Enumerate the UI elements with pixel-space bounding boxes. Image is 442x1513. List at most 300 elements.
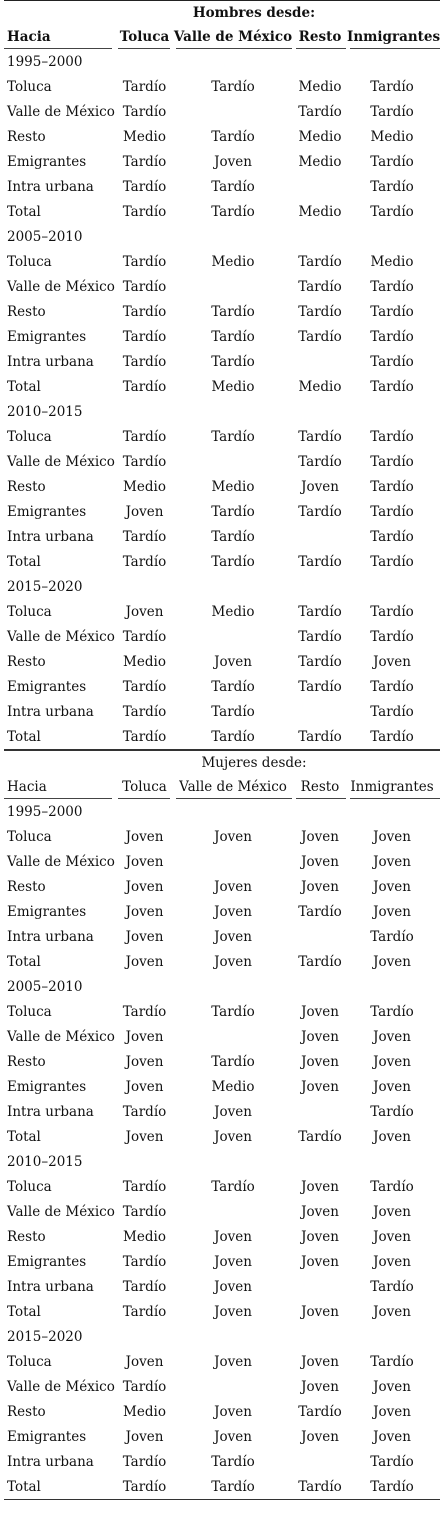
- table-row: [4, 1174, 440, 1199]
- table-cell: Tardío: [298, 303, 342, 320]
- table-row: [4, 999, 440, 1024]
- row-label: Emigrantes: [7, 903, 87, 920]
- row-label: Emigrantes: [7, 678, 87, 695]
- table-cell: Joven: [301, 1428, 339, 1445]
- table-cell: Joven: [301, 878, 339, 895]
- table-cell: Joven: [214, 928, 252, 945]
- table-cell: Tardío: [122, 178, 167, 195]
- table-cell: Tardío: [298, 953, 342, 970]
- table-cell: Tardío: [370, 353, 414, 370]
- table-cell: Tardío: [122, 303, 167, 320]
- row-label: Total: [7, 953, 41, 970]
- row-label: Intra urbana: [7, 528, 94, 545]
- period-label: 2010–2015: [7, 403, 83, 420]
- table-cell: Joven: [373, 653, 411, 670]
- table-row: [4, 1299, 440, 1324]
- table-cell: Tardío: [211, 203, 255, 220]
- table-cell: Tardío: [298, 328, 342, 345]
- table-cell: Tardío: [211, 703, 255, 720]
- table-cell: Joven: [125, 953, 164, 970]
- table-cell: Tardío: [211, 1053, 255, 1070]
- row-label: Valle de México: [7, 1028, 115, 1045]
- table-cell: Tardío: [298, 728, 342, 745]
- table-cell: Joven: [214, 1278, 252, 1295]
- table-cell: Tardío: [211, 1478, 255, 1495]
- table-cell: Tardío: [122, 678, 167, 695]
- row-label: Resto: [7, 478, 46, 495]
- table-cell: Joven: [301, 828, 339, 845]
- table-cell: Tardío: [122, 1103, 167, 1120]
- table-cell: Tardío: [211, 553, 255, 570]
- column-header-3: Resto: [298, 29, 342, 45]
- table-cell: Joven: [373, 1228, 411, 1245]
- period-label: 2010–2015: [7, 1153, 83, 1170]
- table-cell: Joven: [214, 828, 252, 845]
- table-row: [4, 1099, 440, 1124]
- row-label: Emigrantes: [7, 1078, 87, 1095]
- table-cell: Joven: [125, 903, 164, 920]
- row-label: Total: [7, 203, 41, 220]
- period-label: 1995–2000: [7, 803, 83, 820]
- table-cell: Tardío: [122, 328, 167, 345]
- table-cell: Medio: [211, 603, 255, 620]
- table-cell: Joven: [214, 153, 252, 170]
- table-row: [4, 524, 440, 549]
- table-cell: Tardío: [370, 1453, 414, 1470]
- row-label: Resto: [7, 1053, 46, 1070]
- table-cell: Tardío: [298, 603, 342, 620]
- table-cell: Joven: [214, 1353, 252, 1370]
- column-header-4: Inmigrantes: [350, 779, 434, 795]
- table-cell: Tardío: [211, 528, 255, 545]
- table-cell: Tardío: [122, 1253, 167, 1270]
- table-cell: Tardío: [370, 378, 414, 395]
- table-cell: Tardío: [370, 503, 414, 520]
- table-cell: Tardío: [211, 503, 255, 520]
- table-cell: Tardío: [122, 553, 167, 570]
- table-row: [4, 1424, 440, 1449]
- table-cell: Joven: [301, 853, 339, 870]
- table-row: [4, 1074, 440, 1099]
- table-cell: Medio: [298, 378, 342, 395]
- row-label: Valle de México: [7, 853, 115, 870]
- table-cell: Joven: [373, 903, 411, 920]
- table-cell: Medio: [123, 1403, 166, 1420]
- table-cell: Tardío: [298, 453, 342, 470]
- table-row: [4, 549, 440, 574]
- column-header-0: Hacia: [7, 29, 51, 45]
- table-cell: Joven: [373, 1053, 411, 1070]
- table-row: [4, 499, 440, 524]
- row-label: Valle de México: [7, 1203, 115, 1220]
- row-label: Valle de México: [7, 628, 115, 645]
- table-cell: Tardío: [370, 553, 414, 570]
- table-cell: Joven: [301, 1303, 339, 1320]
- table-row: [4, 824, 440, 849]
- table-cell: Tardío: [370, 1103, 414, 1120]
- table-row: [4, 199, 440, 224]
- table-cell: Joven: [373, 1378, 411, 1395]
- table-row: [4, 949, 440, 974]
- table-row: [4, 649, 440, 674]
- row-label: Resto: [7, 128, 46, 145]
- migration-table: [4, 0, 440, 1500]
- row-label: Resto: [7, 653, 46, 670]
- table-cell: Medio: [370, 253, 414, 270]
- table-cell: Joven: [301, 1253, 339, 1270]
- table-row: [4, 274, 440, 299]
- table-cell: Medio: [298, 203, 342, 220]
- table-cell: Tardío: [122, 1303, 167, 1320]
- table-cell: Tardío: [298, 678, 342, 695]
- table-row: [4, 1374, 440, 1399]
- table-cell: Joven: [214, 1428, 252, 1445]
- table-cell: Tardío: [122, 1178, 167, 1195]
- section-title: Mujeres desde:: [201, 755, 307, 771]
- column-header-underline-2: [176, 48, 292, 49]
- table-cell: Tardío: [370, 478, 414, 495]
- table-cell: Tardío: [370, 1003, 414, 1020]
- table-cell: Joven: [373, 1203, 411, 1220]
- table-cell: Tardío: [122, 353, 167, 370]
- table-row: [4, 1024, 440, 1049]
- column-header-3: Resto: [300, 779, 340, 795]
- row-label: Emigrantes: [7, 503, 87, 520]
- table-cell: Tardío: [122, 703, 167, 720]
- table-cell: Tardío: [122, 203, 167, 220]
- table-cell: Tardío: [370, 1353, 414, 1370]
- table-cell: Joven: [125, 1353, 164, 1370]
- table-row: [4, 1349, 440, 1374]
- table-cell: Joven: [125, 1078, 164, 1095]
- table-cell: Joven: [214, 878, 252, 895]
- table-cell: Tardío: [298, 278, 342, 295]
- table-row: [4, 299, 440, 324]
- column-header-underline-4: [350, 798, 440, 799]
- table-cell: Joven: [301, 1053, 339, 1070]
- table-row: [4, 1199, 440, 1224]
- table-cell: Medio: [211, 1078, 255, 1095]
- row-label: Intra urbana: [7, 1278, 94, 1295]
- table-row: [4, 699, 440, 724]
- table-cell: Joven: [214, 903, 252, 920]
- table-cell: Tardío: [370, 328, 414, 345]
- column-header-underline-2: [176, 798, 292, 799]
- table-cell: Medio: [123, 128, 166, 145]
- table-cell: Tardío: [122, 428, 167, 445]
- table-cell: Medio: [123, 1228, 166, 1245]
- table-cell: Medio: [298, 153, 342, 170]
- table-row: [4, 624, 440, 649]
- column-header-row: [4, 775, 440, 799]
- table-cell: Joven: [125, 1053, 164, 1070]
- table-cell: Medio: [123, 653, 166, 670]
- column-header-underline-0: [4, 798, 112, 799]
- table-cell: Joven: [373, 1303, 411, 1320]
- row-label: Valle de México: [7, 103, 115, 120]
- row-label: Total: [7, 728, 41, 745]
- table-row: [4, 149, 440, 174]
- table-row: [4, 924, 440, 949]
- table-row: [4, 1449, 440, 1474]
- table-cell: Joven: [214, 1403, 252, 1420]
- table-cell: Tardío: [211, 328, 255, 345]
- column-header-2: Valle de México: [179, 779, 287, 795]
- table-cell: Joven: [301, 478, 339, 495]
- row-label: Emigrantes: [7, 153, 87, 170]
- table-cell: Tardío: [298, 1478, 342, 1495]
- table-cell: Tardío: [370, 703, 414, 720]
- table-row: [4, 374, 440, 399]
- table-cell: Joven: [373, 828, 411, 845]
- table-cell: Tardío: [370, 103, 414, 120]
- table-cell: Joven: [125, 928, 164, 945]
- table-cell: Medio: [211, 378, 255, 395]
- table-cell: Tardío: [298, 428, 342, 445]
- row-label: Emigrantes: [7, 1428, 87, 1445]
- row-label: Intra urbana: [7, 353, 94, 370]
- table-cell: Tardío: [370, 728, 414, 745]
- table-cell: Medio: [298, 128, 342, 145]
- table-row: [4, 124, 440, 149]
- table-row: [4, 1474, 440, 1499]
- table-cell: Joven: [214, 653, 252, 670]
- table-cell: Joven: [301, 1003, 339, 1020]
- table-row: [4, 324, 440, 349]
- row-label: Total: [7, 378, 41, 395]
- table-cell: Tardío: [298, 103, 342, 120]
- table-cell: Tardío: [370, 1178, 414, 1195]
- section-bottom-rule: [4, 1499, 440, 1500]
- table-cell: Joven: [301, 1178, 339, 1195]
- table-cell: Tardío: [122, 528, 167, 545]
- table-cell: Tardío: [122, 1453, 167, 1470]
- section-title: Hombres desde:: [192, 5, 316, 21]
- table-cell: Joven: [214, 1303, 252, 1320]
- table-cell: Tardío: [370, 628, 414, 645]
- table-cell: Tardío: [122, 253, 167, 270]
- table-cell: Tardío: [370, 528, 414, 545]
- table-cell: Tardío: [370, 453, 414, 470]
- table-row: [4, 849, 440, 874]
- table-cell: Tardío: [122, 728, 167, 745]
- column-header-0: Hacia: [7, 779, 47, 795]
- table-cell: Joven: [214, 1103, 252, 1120]
- table-cell: Tardío: [122, 103, 167, 120]
- table-cell: Tardío: [298, 653, 342, 670]
- period-label: 2005–2010: [7, 978, 83, 995]
- table-cell: Tardío: [298, 553, 342, 570]
- table-cell: Joven: [373, 1078, 411, 1095]
- column-header-underline-3: [296, 48, 346, 49]
- row-label: Intra urbana: [7, 178, 94, 195]
- table-cell: Tardío: [211, 428, 255, 445]
- column-header-underline-1: [118, 48, 170, 49]
- table-cell: Tardío: [298, 1128, 342, 1145]
- table-cell: Joven: [125, 828, 164, 845]
- table-cell: Tardío: [122, 378, 167, 395]
- table-cell: Tardío: [122, 153, 167, 170]
- row-label: Toluca: [7, 1178, 52, 1195]
- table-cell: Tardío: [122, 1478, 167, 1495]
- column-header-underline-0: [4, 48, 112, 49]
- row-label: Toluca: [7, 253, 52, 270]
- table-cell: Joven: [373, 853, 411, 870]
- row-label: Toluca: [7, 428, 52, 445]
- table-row: [4, 1274, 440, 1299]
- table-cell: Tardío: [370, 1478, 414, 1495]
- table-cell: Joven: [301, 1028, 339, 1045]
- table-row: [4, 1049, 440, 1074]
- table-cell: Tardío: [122, 1203, 167, 1220]
- table-row: [4, 174, 440, 199]
- table-cell: Joven: [301, 1353, 339, 1370]
- table-row: [4, 674, 440, 699]
- row-label: Valle de México: [7, 453, 115, 470]
- column-header-2: Valle de México: [173, 29, 293, 45]
- table-cell: Joven: [373, 953, 411, 970]
- period-label: 2015–2020: [7, 1328, 83, 1345]
- table-row: [4, 1124, 440, 1149]
- row-label: Total: [7, 1303, 41, 1320]
- row-label: Toluca: [7, 828, 52, 845]
- row-label: Intra urbana: [7, 1453, 94, 1470]
- table-cell: Tardío: [370, 203, 414, 220]
- row-label: Emigrantes: [7, 1253, 87, 1270]
- table-cell: Tardío: [298, 628, 342, 645]
- row-label: Emigrantes: [7, 328, 87, 345]
- row-label: Intra urbana: [7, 703, 94, 720]
- row-label: Toluca: [7, 78, 52, 95]
- column-header-1: Toluca: [122, 779, 167, 795]
- table-cell: Tardío: [211, 728, 255, 745]
- table-cell: Tardío: [211, 78, 255, 95]
- table-cell: Joven: [125, 503, 164, 520]
- table-cell: Joven: [125, 878, 164, 895]
- table-cell: Tardío: [211, 1003, 255, 1020]
- table-cell: Tardío: [370, 428, 414, 445]
- table-cell: Tardío: [122, 453, 167, 470]
- table-cell: Tardío: [211, 1453, 255, 1470]
- row-label: Valle de México: [7, 278, 115, 295]
- table-cell: Joven: [373, 1403, 411, 1420]
- table-cell: Tardío: [370, 928, 414, 945]
- table-cell: Medio: [211, 253, 255, 270]
- table-cell: Tardío: [370, 78, 414, 95]
- row-label: Toluca: [7, 1003, 52, 1020]
- table-cell: Joven: [373, 1253, 411, 1270]
- table-row: [4, 74, 440, 99]
- table-cell: Tardío: [122, 278, 167, 295]
- table-row: [4, 1249, 440, 1274]
- table-cell: Tardío: [211, 678, 255, 695]
- table-row: [4, 1224, 440, 1249]
- table-cell: Tardío: [122, 1378, 167, 1395]
- table-cell: Medio: [298, 78, 342, 95]
- table-row: [4, 724, 440, 749]
- table-cell: Medio: [211, 478, 255, 495]
- table-row: [4, 349, 440, 374]
- table-cell: Tardío: [122, 1003, 167, 1020]
- period-label: 2015–2020: [7, 578, 83, 595]
- table-cell: Joven: [214, 1228, 252, 1245]
- table-cell: Tardío: [370, 603, 414, 620]
- period-label: 2005–2010: [7, 228, 83, 245]
- table-cell: Medio: [123, 478, 166, 495]
- table-cell: Tardío: [211, 178, 255, 195]
- table-cell: Tardío: [122, 78, 167, 95]
- row-label: Valle de México: [7, 1378, 115, 1395]
- table-row: [4, 424, 440, 449]
- row-label: Resto: [7, 303, 46, 320]
- table-cell: Tardío: [370, 278, 414, 295]
- table-cell: Joven: [373, 1428, 411, 1445]
- table-cell: Tardío: [211, 353, 255, 370]
- row-label: Intra urbana: [7, 1103, 94, 1120]
- table-row: [4, 249, 440, 274]
- table-cell: Tardío: [298, 903, 342, 920]
- column-header-4: Inmigrantes: [347, 29, 441, 45]
- table-row: [4, 899, 440, 924]
- table-cell: Joven: [373, 1028, 411, 1045]
- table-cell: Joven: [125, 603, 164, 620]
- table-cell: Tardío: [370, 178, 414, 195]
- table-cell: Joven: [125, 853, 164, 870]
- column-header-underline-4: [350, 48, 440, 49]
- table-cell: Tardío: [298, 503, 342, 520]
- table-row: [4, 599, 440, 624]
- table-cell: Joven: [301, 1228, 339, 1245]
- table-cell: Joven: [214, 953, 252, 970]
- table-cell: Medio: [370, 128, 414, 145]
- table-cell: Tardío: [298, 1403, 342, 1420]
- table-cell: Joven: [301, 1078, 339, 1095]
- table-cell: Joven: [373, 1128, 411, 1145]
- table-row: [4, 449, 440, 474]
- column-header-underline-3: [296, 798, 346, 799]
- column-header-1: Toluca: [119, 29, 170, 45]
- table-cell: Tardío: [211, 128, 255, 145]
- table-cell: Tardío: [370, 1278, 414, 1295]
- table-cell: Tardío: [370, 153, 414, 170]
- table-cell: Tardío: [298, 253, 342, 270]
- row-label: Toluca: [7, 603, 52, 620]
- table-row: [4, 99, 440, 124]
- table-cell: Joven: [214, 1128, 252, 1145]
- column-header-underline-1: [118, 798, 170, 799]
- table-cell: Joven: [125, 1428, 164, 1445]
- row-label: Total: [7, 1478, 41, 1495]
- column-header-row: [4, 25, 440, 49]
- table-cell: Tardío: [122, 1278, 167, 1295]
- table-cell: Joven: [301, 1203, 339, 1220]
- table-cell: Tardío: [211, 303, 255, 320]
- table-cell: Tardío: [211, 1178, 255, 1195]
- table-cell: Joven: [125, 1028, 164, 1045]
- row-label: Resto: [7, 1403, 46, 1420]
- period-label: 1995–2000: [7, 53, 83, 70]
- table-cell: Joven: [125, 1128, 164, 1145]
- table-row: [4, 874, 440, 899]
- row-label: Resto: [7, 1228, 46, 1245]
- table-cell: Tardío: [370, 678, 414, 695]
- table-cell: Joven: [214, 1253, 252, 1270]
- table-cell: Joven: [373, 878, 411, 895]
- table-row: [4, 1399, 440, 1424]
- table-cell: Joven: [301, 1378, 339, 1395]
- row-label: Total: [7, 1128, 41, 1145]
- row-label: Intra urbana: [7, 928, 94, 945]
